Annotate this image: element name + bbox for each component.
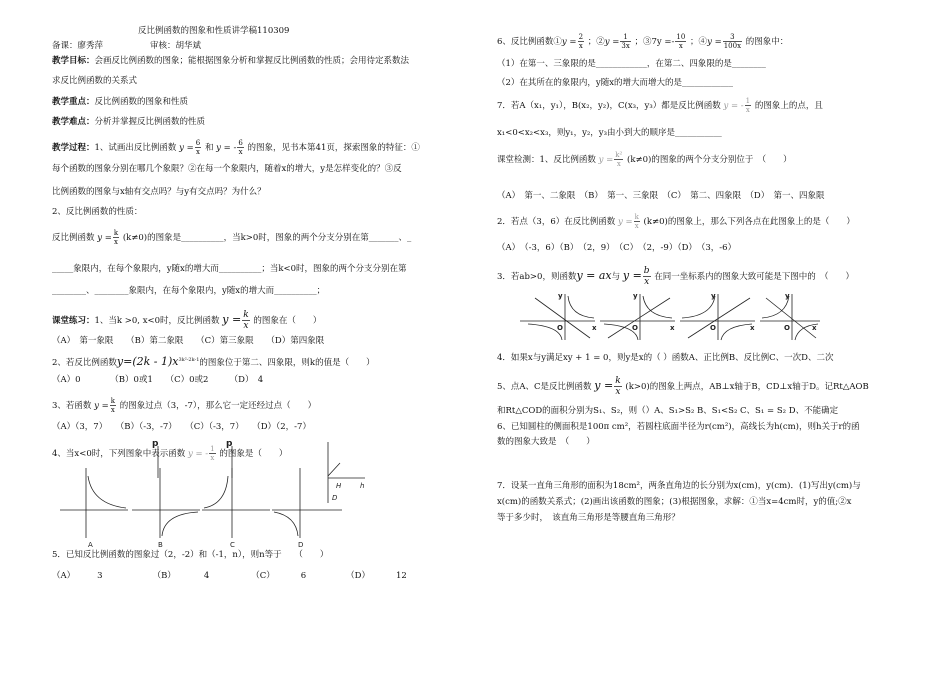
test-6-line-1: 6、已知圆柱的侧面积是100π cm²，若圆柱底面半径为r(cm²)，高线长为h(cm)，则h关于r的函 xyxy=(497,422,860,432)
q7-frac: $\frac{1}{x}$ xyxy=(745,97,751,114)
test-7-line-2: x(cm)的函数关系式；(2)画出该函数的图象；(3)根据图象，求解：①当x=4cm时，y的值;②x xyxy=(497,497,852,507)
test-3-mid: 与 xyxy=(611,272,621,282)
exercise-label: 课堂练习： xyxy=(52,316,95,326)
goal-text: 会画反比例函数的图象；能根据图象分析和掌握反比例函数的性质；会用待定系数法 xyxy=(94,56,410,66)
test-1-options: （A） 第一、二象限 （B） 第一、三象限 （C） 第二、四象限 （D） 第一、四象限 xyxy=(497,191,825,201)
test-7-line-3: 等于多少时， 该直角三角形是等腰直角三角形？ xyxy=(497,513,680,523)
exercise-1 xyxy=(52,310,321,331)
t3-g3-xlabel: x xyxy=(750,324,755,332)
opt-d-val: 12 xyxy=(396,571,407,581)
fraction-6-over-x-neg: $\frac{6}{x}$ xyxy=(238,139,243,156)
property-text-b: (k≠0)的图象是__________，当k>0时，图象的两个分支分别在第_______、_ xyxy=(122,233,412,243)
t3-g1-line xyxy=(535,298,590,338)
difficulty-line xyxy=(52,116,205,129)
process-and: 和 xyxy=(204,143,214,153)
t3-g4-ylabel: y xyxy=(785,292,790,300)
difficulty-label: 教学难点： xyxy=(52,117,95,127)
q6-y1: y = xyxy=(561,37,577,47)
exercise-1-text-a: 1、当k >0, x<0时，反比例函数 xyxy=(94,316,220,326)
t3-g1-curve xyxy=(568,296,594,318)
graph-c-label: C xyxy=(230,541,235,549)
q6-line xyxy=(497,32,788,52)
q7-text-a: 7．若A（x₁，y₁），B(x₂，y₂)，C(x₃，y₃）都是反比例函数 xyxy=(497,101,721,111)
property-line-2: _____象限内，在每个象限内，y随x的增大而__________；当k<0时，图象的两个分支分别在第 xyxy=(52,264,407,274)
test-4: 4．如果x与y满足xy + 1 = 0，则y是x的（ ）函数A、正比例B、反比例C、一次D、二次 xyxy=(497,353,834,363)
key-text: 反比例函数的图象和性质 xyxy=(94,97,189,107)
t3-g4-xlabel: x xyxy=(812,324,817,332)
fraction-k-over-x-big: $\frac{k}{x}$ xyxy=(243,310,249,331)
difficulty-text: 分析并掌握反比例函数的性质 xyxy=(94,117,206,127)
property-text-a: 反比例函数 xyxy=(52,233,95,243)
test-7-line-1: 7．设某一直角三角形的面积为18cm²，两条直角边的长分别为x(cm)，y(cm)．(1)写出y(cm)与 xyxy=(497,481,861,491)
test-3-text-b: 在同一坐标系内的图象大致可能是下图中的 （ ） xyxy=(654,272,855,282)
q7-y: y = - xyxy=(723,101,744,111)
q6-text-c: ；③7y = xyxy=(634,37,672,47)
graph-d-curve xyxy=(274,512,298,536)
key-label: 教学重点： xyxy=(52,97,95,107)
t3-g3-curve-2 xyxy=(721,324,752,340)
test-5-text-a: 5、点A、C是反比例函数 xyxy=(497,382,592,392)
process-line-3: 比例函数的图象与x轴有交点吗？与y有交点吗？为什么？ xyxy=(52,187,266,197)
t3-g1-xlabel: x xyxy=(592,324,597,332)
graph-d-label: D xyxy=(298,541,304,549)
t3-g1-ylabel: y xyxy=(558,292,563,300)
page-title: 反比例函数的图象和性质讲学稿110309 xyxy=(138,26,290,36)
exercise-5-options xyxy=(52,570,407,583)
t3-g1-origin: O xyxy=(557,324,563,332)
t3-g2-line xyxy=(608,298,670,338)
test-3-text-a: 3．若ab>0，则函数 xyxy=(497,272,577,282)
formula-y-big: y = xyxy=(222,313,242,326)
formula-y-neg: y = - xyxy=(216,143,237,153)
p-label-2: p xyxy=(226,439,233,449)
exercise-3-options: （A）（3，7） （B）（-3，-7） （C）（-3，7） （D）（2，-7） xyxy=(52,422,311,432)
formula-exponent: 3k²-2k-1 xyxy=(178,357,200,363)
graph-a-curve xyxy=(88,476,126,508)
test-3-frac: $\frac{b}{x}$ xyxy=(643,266,650,287)
q6-sub-2: （2）在其所在的象限内，y随x的增大而增大的是____________ xyxy=(497,78,734,88)
q6-text-e: 的图象中： xyxy=(745,37,789,47)
fraction-k-over-x-3: $\frac{k}{x}$ xyxy=(110,397,116,414)
exercise-2-options: （A）0 （B）0或1 （C）0或2 （D） 4 xyxy=(52,375,264,385)
formula-y-neg-3: y = xyxy=(94,401,109,411)
test-2 xyxy=(497,212,855,232)
graph-b-label: B xyxy=(158,541,163,549)
opt-a: （A） xyxy=(52,571,76,581)
test-5-line-2: 和Rt△COD的面积分别为S₁、S₂，则（）A、S₁>S₂ B、S₁<S₂ C、S₁ = S₂ D、不能确定 xyxy=(497,406,839,416)
process-text-a: 1、试画出反比例函数 xyxy=(94,143,177,153)
property-line-1 xyxy=(52,228,411,248)
q6-frac-1-3x: $\frac{1}{3x}$ xyxy=(621,33,630,50)
test-3-graphs xyxy=(520,290,820,342)
process-text-b: 的图象，见书本第41页，探索图象的特征：① xyxy=(247,143,420,153)
test-2-text-b: (k≠0)的图象上，那么下列各点在此图象上的是（ ） xyxy=(643,217,855,227)
t3-g3-origin: O xyxy=(710,324,716,332)
exercise-3 xyxy=(52,396,316,416)
q7-line-2: x₁<0<x₂<x₃，则y₁，y₂，y₃由小到大的顺序是___________ xyxy=(497,128,722,138)
big-h-label: H xyxy=(336,482,342,490)
formula-y: y = xyxy=(179,143,194,153)
test-5-text-b: (k>0)的图象上两点，AB⊥x轴于B，CD⊥x轴于D。记Rt△AOB xyxy=(625,382,869,392)
opt-b-val: 4 xyxy=(203,571,210,581)
opt-c: （C） xyxy=(251,571,275,581)
test-1-text-a: 课堂检测：1、反比例函数 xyxy=(497,155,596,165)
fraction-6-over-x: $\frac{6}{x}$ xyxy=(195,139,201,156)
t3-g2-ylabel: y xyxy=(633,292,638,300)
test-5-frac: $\frac{k}{x}$ xyxy=(615,376,621,397)
q6-sub-1: （1）在第一、三象限的是____________，在第二、四象限的是________ xyxy=(497,59,766,69)
test-2-options: （A） （-3，6）（B） （2，9） （C） （2，-9）（D） （3，-6） xyxy=(497,243,737,253)
p-label-1: p xyxy=(152,439,159,449)
opt-d: （D） xyxy=(346,571,370,581)
exercise-2 xyxy=(52,354,375,370)
key-line xyxy=(52,96,188,109)
test-1-text-b: (k≠0)的图象的两个分支分别位于 （ ） xyxy=(627,155,792,165)
formula-y-k: y = xyxy=(97,233,112,243)
exercise-4-graphs xyxy=(60,438,380,550)
test-6-line-2: 数的图象大致是 （ ） xyxy=(497,437,595,447)
exercise-3-text-b: 的图象过点（3，-7），那么它一定还经过点（ ） xyxy=(119,401,317,411)
test-2-text-a: 2．若点（3，6）在反比例函数 xyxy=(497,217,616,227)
exercise-3-text-a: 3、若函数 xyxy=(52,401,92,411)
q6-y4: y = xyxy=(707,37,722,47)
review-label: 审核：胡华斌 xyxy=(150,41,202,51)
property-line-3: ________、________象限内，在每个象限内，y随x的增大而__________； xyxy=(52,286,326,296)
test-1-y: y = xyxy=(598,155,614,165)
test-2-frac: $\frac{k}{x}$ xyxy=(634,213,639,230)
fraction-k-over-x: $\frac{k}{x}$ xyxy=(113,229,119,246)
q7-line-1 xyxy=(497,96,823,116)
exercise-4-text-a: 4、当x<0时，下列图象中表示函数 xyxy=(52,449,186,459)
q6-text-b: ；② xyxy=(587,37,605,47)
prep-label: 备课：廖秀萍 xyxy=(52,41,104,51)
test-5 xyxy=(497,376,869,397)
goal-line-2: 求反比例函数的关系式 xyxy=(52,76,138,86)
exercise-1-options: （A） 第一象限 （B）第二象限 （C）第三象限 （D）第四象限 xyxy=(52,336,325,346)
process-label: 教学过程： xyxy=(52,143,95,153)
q6-frac-10-x: $\frac{10}{x}$ xyxy=(676,33,686,50)
t3-g4-line xyxy=(766,298,816,338)
formula-y-neg-4: y = - xyxy=(187,449,209,459)
fraction-1-over-x: $\frac{1}{x}$ xyxy=(210,445,215,462)
opt-b: （B） xyxy=(152,571,176,581)
property-title: 2、反比例函数的性质： xyxy=(52,207,143,217)
goal-label: 教学目标： xyxy=(52,56,95,66)
t3-g2-xlabel: x xyxy=(670,324,675,332)
t3-g4-origin: O xyxy=(784,324,790,332)
test-3-y: y = xyxy=(622,269,642,282)
t3-g2-origin: O xyxy=(632,324,638,332)
test-2-y: y = xyxy=(617,217,633,227)
exercise-2-text-a: 2、若反比例函数 xyxy=(52,357,117,368)
t3-g3-ylabel: y xyxy=(711,292,716,300)
test-3-formula-1: y = ax xyxy=(576,269,612,282)
graph-a-label: A xyxy=(88,541,93,549)
formula-2k-1: y=(2k - 1)x xyxy=(116,354,179,368)
test-1-frac: $\frac{\text{k²}}{x}$ xyxy=(615,151,623,168)
q6-text-a: 6、反比例函数① xyxy=(497,37,562,47)
q7-text-b: 的图象上的点，且 xyxy=(754,101,823,111)
t3-g3-line xyxy=(688,298,750,338)
graph-c-curve xyxy=(204,476,228,508)
goal-line-1 xyxy=(52,55,409,68)
q6-minus: - xyxy=(671,37,675,47)
test-1 xyxy=(497,150,792,170)
q6-text-d: ；④ xyxy=(690,37,708,47)
h-line xyxy=(328,463,340,476)
exercise-5: 5．已知反比例函数的图象过（2，-2）和（-1，n），则n等于 （ ） xyxy=(52,550,329,560)
exercise-1-text-b: 的图象在（ ） xyxy=(253,316,322,326)
q6-y2: y = xyxy=(604,37,620,47)
process-line-1 xyxy=(52,138,420,158)
opt-c-val: 6 xyxy=(300,571,307,581)
q6-frac-2-x: $\frac{2}{x}$ xyxy=(578,33,584,50)
process-line-2: 每个函数的图象分别在哪几个象限？②在每一个象限内，随着x的增大，y是怎样变化的？③反 xyxy=(52,164,402,174)
q6-frac-3-100x: $\frac{3}{100x}$ xyxy=(723,33,742,50)
d-label: D xyxy=(332,494,338,502)
h-label: h xyxy=(360,482,365,490)
opt-a-val: 3 xyxy=(97,571,103,581)
exercise-2-text-b: 的图象位于第二、四象限，则k的值是（ ） xyxy=(199,357,375,368)
test-3 xyxy=(497,266,854,287)
test-5-y: y = xyxy=(594,379,614,392)
graph-b-curve xyxy=(162,512,198,536)
exercise-4-text-b: 的图象是（ ） xyxy=(219,449,288,459)
